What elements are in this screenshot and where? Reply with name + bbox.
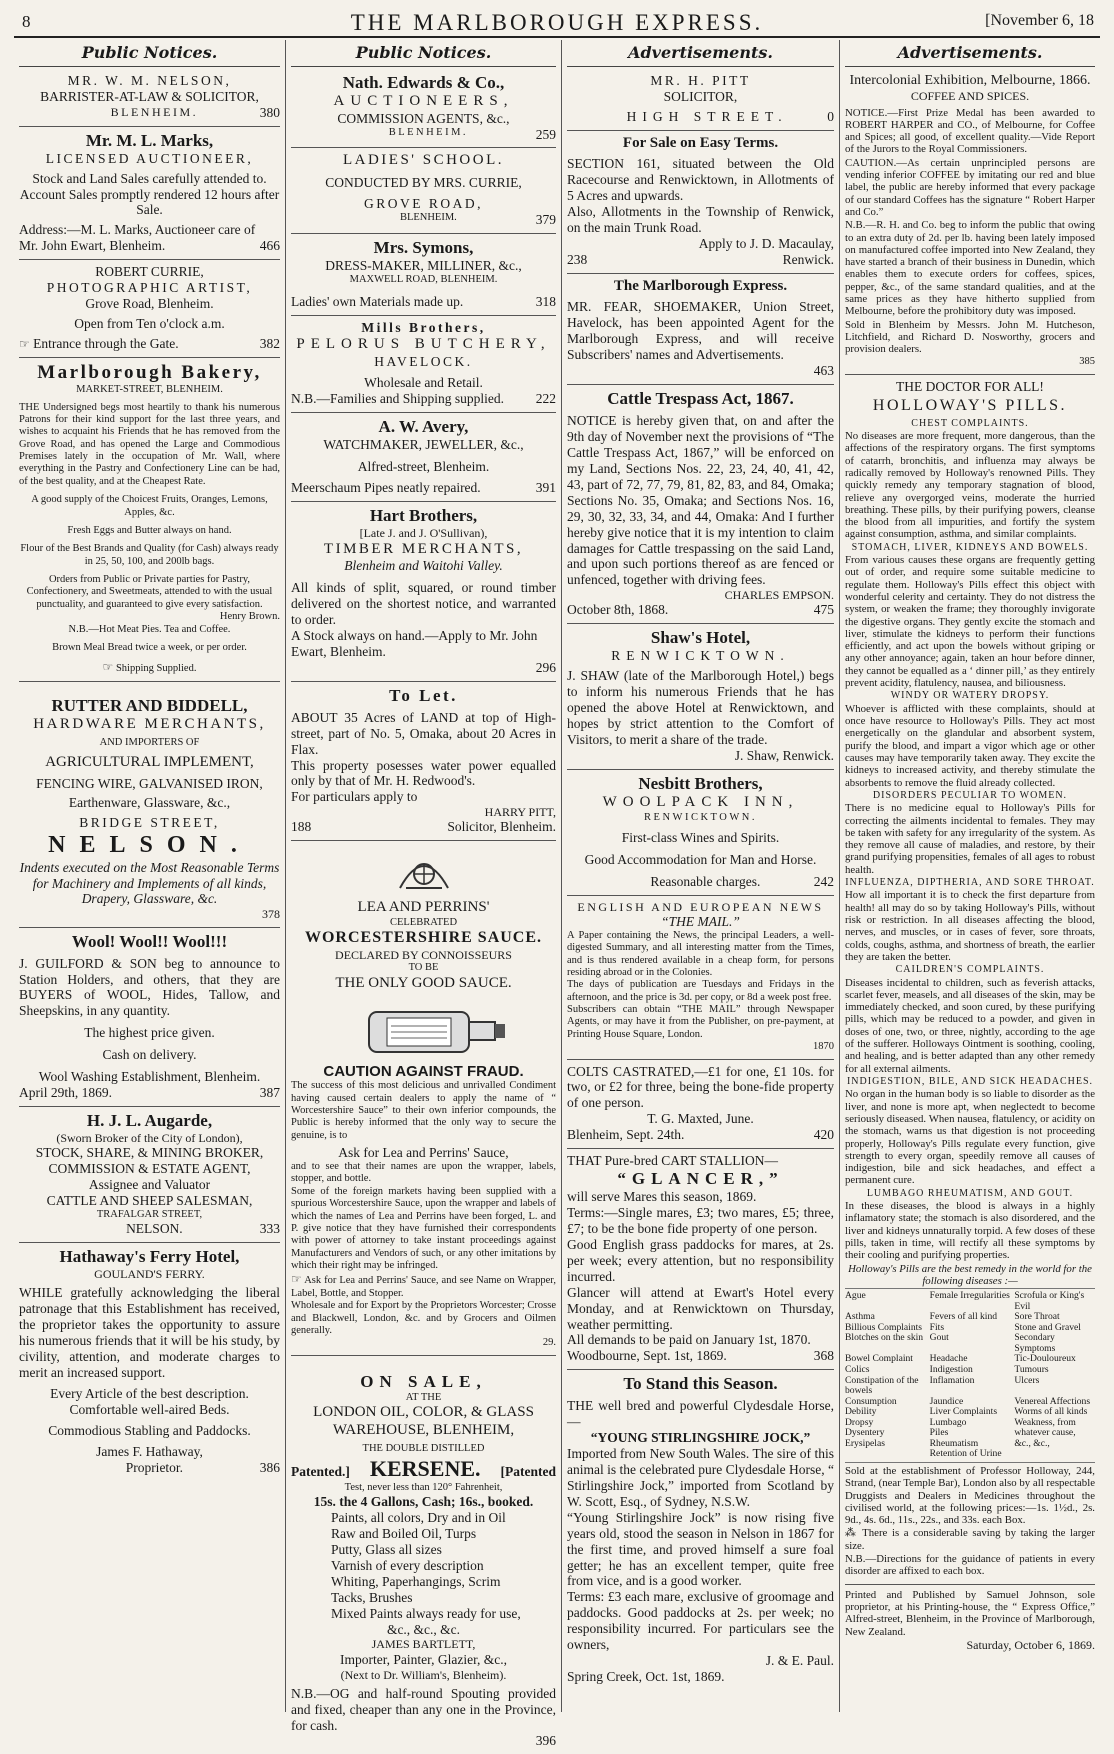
ad-glancer-stallion: THAT Pure-bred CART STALLION— “GLANCER,” will serve Mares this season, 1869. Terms:—Single mares, £3; two mares, £5; three, £7; to be the bone fide property of one person. Good English grass paddocks for mares, at 2s. per week; every attention, but no responsibility incurred. Glancer will attend at Ewart's Hotel every Monday, and at Renwicktown on Thursday, weather permitting. All demands to be paid on January 1st, 1870. Woodbourne, Sept. 1st, 1869. 368 [567,1149,834,1370]
disease-cell: Debility [845,1406,877,1418]
asterism-icon: ⁂ [845,1527,858,1540]
disease-cell: Sore Throat [1014,1311,1060,1323]
disease-cell [845,1449,926,1460]
disease-cell: Lumbago [929,1416,967,1428]
disease-cell: Tic-Douloureux [1014,1353,1076,1365]
disease-cell: Secondary Symptoms [1014,1332,1056,1354]
item-list: Paints, all colors, Dry and in Oil Raw and Boiled Oil, Turps Putty, Glass all sizes Varnish of every description Whiting, Paperhangings, Scrim Tacks, Brushes Mixed Paints always ready for use, [331,1510,521,1621]
ad-cattle-trespass: Cattle Trespass Act, 1867. NOTICE is hereby given that, on and after the 9th day of November next the provisions of “The Cattle Trespass Act, 1867,” will be enforced on my Land, Sections Nos. 22, 23, 24, 40, 41, 42, 43, part of 72, 77, 79, 81, 82, 83, and 84, Omaka; Sections No. 35, Omaka; and Sections Nos. 16, 29, 30, 32, 33, 34, and 44, Omaka: And I further hereby give notice that it is my intention to claim damages for Cattle trespassing on the said Land, and upon such portions thereof as are fenced or unfenced, together with driving fees. CHARLES EMPSON. October 8th, 1868. 475 [567,385,834,624]
ad-marks-auctioneer: Mr. M. L. Marks, LICENSED AUCTIONEER, Stock and Land Sales carefully attended to. Account Sales promptly rendered 12 hours after Sale. Address:—M. L. Marks, Auctioneer care of Mr. John Ewart, Blenheim. 466 [19,127,280,261]
disease-cell: Rheumatism [929,1437,979,1449]
column-heading: Advertisements. [845,40,1095,67]
imprint: Printed and Published by Samuel Johnson, sole proprietor, at his Printing-house, the “ Express Office,” Alfred-street, Blenheim, in the Province of Marlborough, New Zealand. Saturday, October 6, 1869. [845,1588,1095,1652]
disease-cell: Fevers of all kind [929,1311,998,1323]
disease-cell: Gout [929,1332,949,1344]
ad-mills-butchery: Mills Brothers, PELORUS BUTCHERY, HAVELOCK. Wholesale and Retail. N.B.—Families and Shipping supplied. 222 [291,316,556,412]
pointing-hand-icon: ☞ [291,1272,302,1287]
pointing-hand-icon: ☞ [102,660,114,675]
pointing-hand-icon: ☞ [19,336,30,351]
ad-colts-castrated: COLTS CASTRATED,—£1 for one, £1 10s. for two, or £2 for three, being the bone-fide property of one person. T. G. Maxted, June. Blenheim, Sept. 24th. 420 [567,1060,834,1150]
disease-cell: Inflamation [929,1374,975,1386]
ad-lea-perrins-sauce: LEA AND PERRINS' CELEBRATED WORCESTERSHIRE SAUCE. DECLARED BY CONNOISSEURS TO BE THE ONLY GOOD SAUCE. CAUTION AGAINST FRAUD. The success of this most delicious and unrivalled Condiment having caused certain dealers to apply the name of “ Worcestershire Sauce” to their own inferior compounds, the Public is hereby informed that the only way to secure the genuine, is to Ask for Lea and Perrins' Sauce, and to see that their names are upon the wrapper, labels, stopper, and bottle. Some of the foreign markets having been supplied with a spurious Worcestershire Sauce, upon the wrapper and labels of which the names of Lea and Perrins have been forged, L. and P. give notice that they have furnished their correspondents with power of attorney to take instant proceedings against Manufacturers and Vendors of such, or any other imitations by which their right may be infringed. ☞ Ask for Lea and Perrins' Sauce, and see Name on Wrapper, Label, Bottle, and Stopper. Wholesale and for Export by the Proprietors Worcester; Crosse and Blackwell, London, &c. and by Grocers and Oilmen generally. 29. [291,841,556,1355]
disease-cell [1014,1449,1095,1460]
ad-edwards-auctioneers: Nath. Edwards & Co., AUCTIONEERS, COMMISSION AGENTS, &c., BLENHEIM. 259 [291,69,556,149]
disease-cell: Jaundice [929,1395,964,1407]
disease-cell: Dropsy [845,1416,874,1428]
disease-cell: Female Irregularities [929,1290,1010,1302]
ad-to-let: To Let. ABOUT 35 Acres of LAND at top of High-street, part of No. 5, Omaka, about 20 Acres in Flax. This property posesses water power equalled only by that of Mr. H. Redwood's. For particulars apply to HARRY PITT, 188 Solicitor, Blenheim. [291,682,556,842]
disease-cell: Scrofula or King's Evil [1014,1290,1085,1312]
disease-cell: Stone and Gravel [1014,1321,1081,1333]
ad-kersene-oil-warehouse: ON SALE, AT THE LONDON OIL, COLOR, & GLASS WAREHOUSE, BLENHEIM, THE DOUBLE DISTILLED Patented.] KERSENE. [Patented Test, never less than 120° Fahrenheit, 15s. the 4 Gallons, Cash; 16s., booked. Paints, all colors, Dry and in Oil Raw and Boiled Oil, Turps Putty, Glass all sizes Varnish of every description Whiting, Paperhangings, Scrim Tacks, Brushes Mixed Paints always ready for use, &c., &c., &c. JAMES BARTLETT, Importer, Painter, Glazier, &c., (Next to Dr. William's, Blenheim). N.B.—OG and half-round Spouting provided and fixed, cheaper than any one in the Province, for cash. 396 [291,1371,556,1749]
column-1 [14,40,286,1712]
ad-rutter-biddell: RUTTER AND BIDDELL, HARDWARE MERCHANTS, AND IMPORTERS OF AGRICULTURAL IMPLEMENT, FENCING WIRE, GALVANISED IRON, Earthenware, Glassware, &c., BRIDGE STREET, NELSON. Indents executed on the Most Reasonable Terms for Machinery and Implements of all kinds, Drapery, Glassware, &c. 378 [19,682,280,928]
ad-stirlingshire-jock: To Stand this Season. THE well bred and powerful Clydesdale Horse,— “YOUNG STIRLINGSHIRE JOCK,” Imported from New South Wales. The sire of this animal is the celebrated pure Clydesdale Horse, “ Stirlingshire Jock,” imported from Scotland by W. Scott, Esq., of Sydney, N.S.W. “Young Stirlingshire Jock” is now rising five years old, stood the season in Nelson in 1867 for the first time, and proved himself a sure foal getter; he has an excellent temper, quite free from vice, and is a good worker. Terms: £3 each mare, exclusive of groomage and paddocks. Good paddocks at 2s. per week; no responsibility incurred. For particulars see the owners, J. & E. Paul. Spring Creek, Oct. 1st, 1869. [567,1374,834,1684]
masthead [14,6,1100,38]
ad-express-agent: The Marlborough Express. MR. FEAR, SHOEMAKER, Union Street, Havelock, has been appointed Agent for the Marlborough Express, and will receive Subscribers' names and Advertisements. 463 [567,274,834,385]
disease-cell: Ague [845,1290,866,1302]
disease-cell: Blotches on the skin [845,1332,924,1344]
newspaper-title: THE MARLBOROUGH EXPRESS. [350,10,764,35]
disease-cell: Piles [929,1427,949,1439]
disease-cell: Retention of Urine [929,1448,1002,1460]
ad-land-for-sale: For Sale on Easy Terms. SECTION 161, situated between the Old Racecourse and Renwicktown, in Allotments of 5 Acres and upwards. Also, Allotments in the Township of Renwick, on the main Trunk Road. Apply to J. D. Macaulay, 238 Renwick. [567,131,834,274]
ad-symons-dressmaker: Mrs. Symons, DRESS-MAKER, MILLINER, &c., MAXWELL ROAD, BLENHEIM. Ladies' own Materials made up. 318 [291,234,556,316]
column-3 [562,40,840,1712]
disease-cell: Venereal Affections [1014,1395,1091,1407]
disease-cell: Weakness, from [1014,1416,1076,1428]
ad-augarde-broker: H. J. L. Augarde, (Sworn Broker of the City of London), STOCK, SHARE, & MINING BROKER, COMMISSION & ESTATE AGENT, Assignee and Valuator CATTLE AND SHEEP SALESMAN, TRAFALGAR STREET, NELSON. 333 [19,1107,280,1243]
disease-cell: Billious Complaints [845,1321,923,1333]
page-number: 8 [22,12,31,31]
column-2 [286,40,562,1749]
disease-cell: Asthma [845,1311,875,1323]
ad-avery-watchmaker: A. W. Avery, WATCHMAKER, JEWELLER, &c., Alfred-street, Blenheim. Meerschaum Pipes neatly repaired. 391 [291,413,556,503]
ad-currie-photographer: ROBERT CURRIE, PHOTOGRAPHIC ARTIST, Grove Road, Blenheim. Open from Ten o'clock a.m. ☞ Entrance through the Gate. 382 [19,260,280,358]
disease-cell: Tumours [1014,1364,1049,1376]
column-heading: Public Notices. [19,40,280,67]
disease-cell: Erysipelas [845,1437,885,1449]
ad-pitt-solicitor: MR. H. PITT SOLICITOR, HIGH STREET. 0 [567,69,834,131]
disease-cell: Dysentery [845,1427,885,1439]
disease-cell: Indigestion [929,1364,973,1376]
ad-wool-buyers: Wool! Wool!! Wool!!! J. GUILFORD & SON beg to announce to Station Holders, and others, that they are BUYERS of WOOL, Hides, Tallow, and Sheepskins, in any quantity. The highest price given. Cash on delivery. Wool Washing Establishment, Blenheim. April 29th, 1869. 387 [19,928,280,1107]
issue-date: [November 6, 18 [985,12,1094,29]
column-4 [840,40,1100,1712]
disease-cell: &c., &c., [1014,1437,1050,1449]
crest-emblem [291,848,556,896]
column-heading: Advertisements. [567,40,834,67]
disease-cell: Headache [929,1353,968,1365]
ad-hathaway-ferry-hotel: Hathaway's Ferry Hotel, GOULAND'S FERRY. WHILE gratefully acknowledging the liberal patronage that this Establishment has received, the proprietor takes the opportunity to assure his numerous friends that it will be his study, by civility, attention, and moderate charges to merit an increased support. Every Article of the best description. Comfortable well-aired Beds. Commodious Stabling and Paddocks. James F. Hathaway, Proprietor. 386 [19,1247,280,1475]
ad-shaws-hotel: Shaw's Hotel, RENWICKTOWN. J. SHAW (late of the Marlborough Hotel,) begs to inform his numerous Friends that he has opened the above Hotel at Renwicktown, and hopes by strict attention to the Comfort of Visitors, to merit a share of the trade. J. Shaw, Renwick. [567,624,834,770]
ad-marlborough-bakery: Marlborough Bakery, MARKET-STREET, BLENHEIM. THE Undersigned begs most heartily to thank his numerous Patrons for their kind support for the last three years, and wishes to acquaint his Friends that he has removed from the Grove Road, and has opened the Large and Commodious Premises lately in the occupation of Mr. Wall, where everything in the Pastry and Confectionery Line can be had, of the best quality, and at the Cheapest Rate. A good supply of the Choicest Fruits, Oranges, Lemons, Apples, &c. Fresh Eggs and Butter always on hand. Flour of the Best Brands and Quality (for Cash) always ready in 25, 50, 100, and 200lb bags. Orders from Public or Private parties for Pastry, Confectionery, and Sweetmeats, attended to with the usual punctuality, and guaranteed to give every satisfaction. Henry Brown. N.B.—Hot Meat Pies. Tea and Coffee. Brown Meal Bread twice a week, or per order. ☞ Shipping Supplied. [19,358,280,682]
ad-hart-timber: Hart Brothers, [Late J. and J. O'Sullivan), TIMBER MERCHANTS, Blenheim and Waitohi Valley. All kinds of split, squared, or round timber delivered on the shortest notice, and warranted to order. A Stock always on hand.—Apply to Mr. John Ewart, Blenheim. 296 [291,502,556,681]
disease-cell: Colics [845,1364,870,1376]
disease-cell: Liver Complaints [929,1406,998,1418]
disease-cell: Worms of all kinds [1014,1406,1088,1418]
disease-cell: Fits [929,1321,945,1333]
disease-cell: Constipation of the bowels [845,1374,919,1397]
ad-holloways-pills: THE DOCTOR FOR ALL! HOLLOWAY'S PILLS. CHEST COMPLAINTS. No diseases are more frequent, more dangerous, than the affections of the respiratory organs. The first symptoms of catarrh, bronchitis, and influenza may always be radically removed by Holloway's renowned Pills. They quickly remedy any temporary stagnation of blood, relieve any overgorged veins, moderate the hurried breathing. These pills, by their purifying powers, cleanse the blood from all impurities, and fortify the system against consumption, asthma, and similar complaints. STOMACH, LIVER, KIDNEYS AND BOWELS. From various causes these organs are frequently getting out of order, and require some suitable medicine to regulate them. Holloway's Pills effect this object with wonderful celerity and certainty. They do not distress the system, or weaken the frame; they thoroughly invigorate the digestive organs. They gently excite the stomach and liver, stimulate the kidneys to perform their functions efficiently, and act upon the bowels without griping or any other annoyance; again, taken an hour before dinner, they cannot be equalled as a ‘ dinner pill,’ as they entirely prevent acidity, flatulency, nausea, and biliousness. WINDY OR WATERY DROPSY. Whoever is afflicted with these complaints, should at once have resource to Holloway's Pills. They act most energetically on the glandular and absorbent system, purify the blood, and impart a vigor which age or other causes may have temporarily taken away. They excite the kidneys to increased activity, and thereby stimulate the absorbents to remove the fluid already collected. DISORDERS PECULIAR TO WOMEN. There is no medicine equal to Holloway's Pills for correcting the ailments incidental to females. They may be taken with safety for any irregularity of the system. As they remove all cause of maladies, and restore, by their grand purifying propensities, females of all ages to robust health. INFLUENZA, DIPTHERIA, AND SORE THROAT. How all important it is to check the first departure from health! all may do so by taking Holloway's Pills, without risk or restriction. In all diseases affecting the blood, nerves, and muscles, or in cases of fever, sore throats, colds, coughs, asthma, and shortness of breath, the earlier they are taken the better. CAILDREN'S COMPLAINTS. Diseases incidental to children, such as feverish attacks, scarlet fever, measels, and all diseases of the skin, may be immediately checked, and soon cured, by these purifying pills, which may be reduced to a powder, and given in doses of one, two, or three, nightly, according to the age of the sufferer. Holloways Ointment is soothing, cooling, and healing, and is better adapted than any other remedy for all external ailments. INDIGESTION, BILE, AND SICK HEADACHES. No organ in the human body is so liable to disorder as the liver, and none is more apt, when neglectedt to become seriously diseased. When nausea, flatulency, or acidity on the stomach, warns us that digestion is not proceeding properly, Holloway's Pills regulate every function, give strength to every organ, speedily remove all causes of indigestion, bile and sick headaches, and effect a permanent cure. LUMBAGO RHEUMATISM, AND GOUT. In these diseases, the blood is always in a highly inflamatory state; the stomach is also disordered, and the liver and kidneys unnaturally torpid. A few doses of these pills, taken in time, will rectify all these symptoms by their cooling and purifying properties. Holloway's Pills are the best remedy in the world for the following diseases :— Ague Female Irregularities Scrofula or King's Evil Asthma Fevers of all kind Sore Throat Billious Complaints Fits Stone and Gravel Blotches on the skin Gout Secondary Symptoms Bowel Complaint Headache Tic-Douloureux Colics Indigestion Tumours Constipation of the bowels Inflamation Ulcers Consumption Jaundice Venereal Affections Debility Liver Complaints Worms of all kinds Dropsy Lumbago Weakness, from Dysentery Piles whatever cause, Erysipelas Rheumatism &c., &c., Retention of Urine Sold at the establishment of Professor Holloway, 244, Strand, (near Temple Bar), London also by all respectable Druggists and Dealers in Medicines throughout the civilised world, at the following prices:—1s. 1½d., 2s. 9d., 4s. 6d., 11s., 22s., and 33s. each Box. ⁂ There is a considerable saving by taking the larger size. N.B.—Directions for the guidance of patients in every disorder are affixed to each box. [845,375,1095,1585]
diseases-table [845,1288,1095,1463]
sauce-bottle-illustration [291,996,556,1060]
ad-woolpack-inn: Nesbitt Brothers, WOOLPACK INN, RENWICKTOWN. First-class Wines and Spirits. Good Accommodation for Man and Horse. Reasonable charges. 242 [567,770,834,896]
disease-cell: Ulcers [1014,1374,1040,1386]
column-heading: Public Notices. [291,40,556,67]
disease-cell: whatever cause, [1014,1427,1076,1439]
ad-nelson-barrister: MR. W. M. NELSON, BARRISTER-AT-LAW & SOLICITOR, BLENHEIM. 380 [19,69,280,127]
ad-ladies-school: LADIES' SCHOOL. CONDUCTED BY MRS. CURRIE, GROVE ROAD, BLENHEIM. 379 [291,148,556,233]
ad-harper-coffee: Intercolonial Exhibition, Melbourne, 1866. COFFEE AND SPICES. NOTICE.—First Prize Medal has been awarded to ROBERT HARPER and CO., of Melbourne, for Coffee and Spices; all good, of excellent quality.—Vide Report of the Jurors to the Royal Commissioners. CAUTION.—As certain unprincipled persons are vending inferior COFFEE by imitating our red and blue label, the public are hereby informed that every package of our standard Coffees has the signature “ Robert Harper and Co.” N.B.—R. H. and Co. beg to inform the public that owing to an extra duty of 2d. per lb. having been lately imposed on manufactured coffee imported into New Zealand, they have started a branch of their business in Dunedin, which enables them to execute orders for coffees, spices, pepper, &c., of the same standard qualities, and at the same prices as they have hitherto supplied from Melbourne, before the prohibitory duty was imposed. Sold in Blenheim by Messrs. John M. Hutcheson, Litchfield, and Richard D. Nosworthy, grocers and provision dealers. 385 [845,69,1095,375]
disease-cell: Consumption [845,1395,897,1407]
disease-cell: Bowel Complaint [845,1353,913,1365]
ad-the-mail-newspaper: ENGLISH AND EUROPEAN NEWS “THE MAIL.” A Paper containing the News, the principal Leaders, a well-digested Summary, and all interesting matter from the Times, and is thus rendered available in a cheap form, for persons residing abroad or in the Colonies. The days of publication are Tuesdays and Fridays in the afternoon, and the price is 3d. per copy, or 8d a week post free. Subscribers can obtain “THE MAIL” through Newspaper Agents, or may have it from the Publisher, on pre-payment, at Printing House Square, London. 1870 [567,896,834,1060]
